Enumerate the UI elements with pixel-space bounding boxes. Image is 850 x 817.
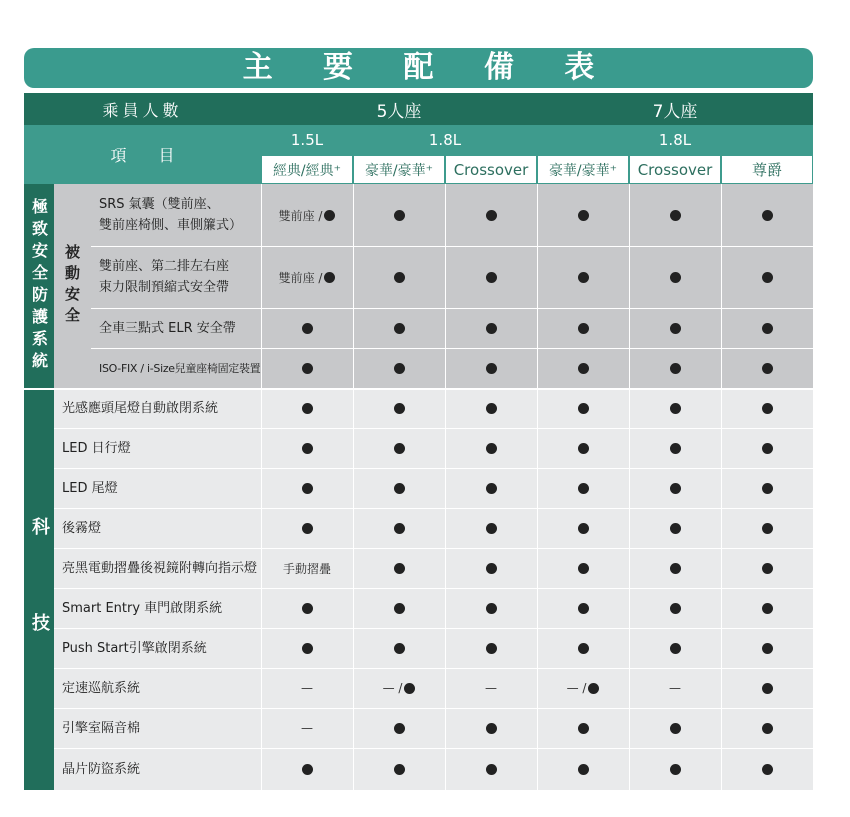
feature-value xyxy=(537,748,629,790)
included-dot xyxy=(324,210,335,221)
included-dot xyxy=(394,210,405,221)
included-dot xyxy=(486,272,497,283)
included-dot xyxy=(394,764,405,775)
feature-name: 後霧燈 xyxy=(62,520,102,536)
trim-header: 經典/經典⁺ xyxy=(261,155,353,184)
feature-name: LED 尾燈 xyxy=(62,480,118,496)
included-dot xyxy=(762,523,773,534)
feature-name: ISO-FIX / i-Size兒童座椅固定裝置 xyxy=(99,361,261,375)
feature-value xyxy=(353,508,445,548)
included-dot xyxy=(578,363,589,374)
included-dot xyxy=(578,603,589,614)
feature-value xyxy=(261,184,353,246)
feature-value xyxy=(537,588,629,628)
trim-header: 尊爵 xyxy=(721,155,813,184)
feature-value xyxy=(445,748,537,790)
column-divider xyxy=(537,184,538,790)
seats-5-header: 5人座 xyxy=(261,93,537,125)
feature-value xyxy=(629,548,721,588)
feature-value xyxy=(537,548,629,588)
included-dot xyxy=(486,603,497,614)
row-divider xyxy=(54,428,813,429)
included-dot xyxy=(394,563,405,574)
column-divider xyxy=(353,184,354,790)
included-dot xyxy=(302,323,313,334)
feature-value xyxy=(629,708,721,748)
feature-value xyxy=(261,468,353,508)
included-dot xyxy=(578,272,589,283)
feature-name: 雙前座、第二排左右座 束力限制預縮式安全帶 xyxy=(99,259,230,295)
included-dot xyxy=(762,483,773,494)
included-dot xyxy=(302,483,313,494)
included-dot xyxy=(486,403,497,414)
feature-value xyxy=(629,468,721,508)
included-dot xyxy=(302,523,313,534)
value-text: 手動摺疊 xyxy=(282,561,331,576)
row-divider xyxy=(54,588,813,589)
feature-value xyxy=(721,246,813,308)
included-dot xyxy=(762,764,773,775)
included-dot xyxy=(670,563,681,574)
included-dot xyxy=(762,323,773,334)
included-dot xyxy=(670,210,681,221)
included-dot xyxy=(670,764,681,775)
included-dot xyxy=(578,483,589,494)
feature-value xyxy=(721,508,813,548)
included-dot xyxy=(394,403,405,414)
row-divider xyxy=(54,628,813,629)
feature-value xyxy=(261,388,353,428)
included-dot xyxy=(670,723,681,734)
feature-value xyxy=(353,708,445,748)
feature-value xyxy=(445,348,537,388)
feature-value xyxy=(537,388,629,428)
feature-value xyxy=(721,468,813,508)
trim-header: Crossover xyxy=(629,155,721,184)
feature-value xyxy=(445,428,537,468)
feature-value xyxy=(445,628,537,668)
feature-value xyxy=(261,628,353,668)
included-dot xyxy=(762,603,773,614)
included-dot xyxy=(578,643,589,654)
feature-value xyxy=(445,184,537,246)
included-dot xyxy=(578,210,589,221)
feature-value xyxy=(629,668,721,708)
included-dot xyxy=(302,643,313,654)
feature-value xyxy=(629,588,721,628)
feature-value xyxy=(261,348,353,388)
feature-value xyxy=(261,548,353,588)
feature-value xyxy=(353,468,445,508)
feature-value xyxy=(353,308,445,348)
row-divider xyxy=(54,468,813,469)
passengers-label: 乘員人數 xyxy=(24,93,261,125)
feature-value xyxy=(445,468,537,508)
feature-value xyxy=(445,548,537,588)
feature-value xyxy=(445,508,537,548)
engine-15-header: 1.5L xyxy=(261,125,353,155)
trim-header: Crossover xyxy=(445,155,537,184)
feature-value xyxy=(445,246,537,308)
feature-value xyxy=(537,668,629,708)
included-dot xyxy=(670,643,681,654)
included-dot xyxy=(486,363,497,374)
column-divider xyxy=(721,184,722,790)
value-text: — xyxy=(301,721,313,735)
feature-value xyxy=(629,748,721,790)
included-dot xyxy=(762,683,773,694)
feature-value xyxy=(721,668,813,708)
seats-7-header: 7人座 xyxy=(537,93,813,125)
included-dot xyxy=(762,723,773,734)
included-dot xyxy=(486,323,497,334)
feature-value xyxy=(261,588,353,628)
included-dot xyxy=(578,323,589,334)
engine-18-5seat-header: 1.8L xyxy=(353,125,537,155)
feature-value xyxy=(353,628,445,668)
feature-value xyxy=(353,428,445,468)
feature-value xyxy=(721,628,813,668)
feature-value xyxy=(353,588,445,628)
included-dot xyxy=(486,483,497,494)
equipment-table xyxy=(24,93,813,790)
included-dot xyxy=(578,563,589,574)
feature-value xyxy=(721,388,813,428)
feature-value xyxy=(353,184,445,246)
feature-value xyxy=(721,184,813,246)
row-divider xyxy=(54,748,813,749)
passive-safety-label: 被動安全 xyxy=(54,184,91,388)
title-bar xyxy=(24,48,813,88)
feature-value xyxy=(261,428,353,468)
included-dot xyxy=(578,764,589,775)
feature-value xyxy=(353,246,445,308)
included-dot xyxy=(394,363,405,374)
included-dot xyxy=(670,363,681,374)
value-prefix: — / xyxy=(566,681,587,695)
value-prefix: 雙前座 / xyxy=(278,270,323,285)
included-dot xyxy=(762,403,773,414)
value-text: — xyxy=(669,681,681,695)
feature-name: 晶片防盜系統 xyxy=(62,761,141,777)
included-dot xyxy=(762,272,773,283)
feature-value xyxy=(629,184,721,246)
feature-value xyxy=(537,428,629,468)
feature-value xyxy=(353,548,445,588)
value-text: — xyxy=(485,681,497,695)
included-dot xyxy=(404,683,415,694)
included-dot xyxy=(486,563,497,574)
included-dot xyxy=(670,523,681,534)
feature-value xyxy=(261,246,353,308)
feature-value xyxy=(629,428,721,468)
feature-name: SRS 氣囊（雙前座、 雙前座椅側、車側簾式） xyxy=(99,197,243,233)
safety-group-label: 極致安全防護系統 xyxy=(24,184,54,388)
column-divider xyxy=(261,184,262,790)
value-prefix: — / xyxy=(382,681,403,695)
feature-name: Smart Entry 車門啟閉系統 xyxy=(62,600,223,616)
row-divider xyxy=(54,548,813,549)
feature-value xyxy=(721,308,813,348)
included-dot xyxy=(486,443,497,454)
feature-name: 光感應頭尾燈自動啟閉系統 xyxy=(62,400,219,416)
included-dot xyxy=(394,323,405,334)
row-divider xyxy=(91,348,813,349)
feature-value xyxy=(445,588,537,628)
included-dot xyxy=(394,643,405,654)
included-dot xyxy=(762,210,773,221)
feature-value xyxy=(445,388,537,428)
included-dot xyxy=(302,363,313,374)
feature-value xyxy=(629,308,721,348)
included-dot xyxy=(762,563,773,574)
row-divider xyxy=(54,708,813,709)
feature-name: 亮黑電動摺疊後視鏡附轉向指示燈 xyxy=(62,560,258,576)
feature-value xyxy=(261,308,353,348)
feature-value xyxy=(721,428,813,468)
feature-value xyxy=(261,508,353,548)
included-dot xyxy=(486,723,497,734)
feature-name: 引擎室隔音棉 xyxy=(62,720,141,736)
feature-value xyxy=(537,468,629,508)
feature-value xyxy=(721,348,813,388)
included-dot xyxy=(394,483,405,494)
included-dot xyxy=(578,403,589,414)
trim-header: 豪華/豪華⁺ xyxy=(353,155,445,184)
feature-value xyxy=(721,548,813,588)
included-dot xyxy=(394,443,405,454)
feature-value xyxy=(537,508,629,548)
feature-value xyxy=(629,348,721,388)
trim-header: 豪華/豪華⁺ xyxy=(537,155,629,184)
included-dot xyxy=(578,723,589,734)
included-dot xyxy=(762,443,773,454)
included-dot xyxy=(486,764,497,775)
feature-value xyxy=(445,668,537,708)
feature-value xyxy=(721,748,813,790)
feature-value xyxy=(537,628,629,668)
included-dot xyxy=(578,523,589,534)
included-dot xyxy=(762,363,773,374)
included-dot xyxy=(486,210,497,221)
feature-name: Push Start引擎啟閉系統 xyxy=(62,640,207,656)
included-dot xyxy=(394,723,405,734)
included-dot xyxy=(588,683,599,694)
included-dot xyxy=(670,603,681,614)
included-dot xyxy=(486,643,497,654)
included-dot xyxy=(302,403,313,414)
column-divider xyxy=(629,184,630,790)
row-divider xyxy=(54,668,813,669)
page-title: 主 要 配 備 表 xyxy=(242,50,615,85)
included-dot xyxy=(486,523,497,534)
value-text: — xyxy=(301,681,313,695)
column-divider xyxy=(445,184,446,790)
feature-value xyxy=(721,708,813,748)
feature-value xyxy=(353,668,445,708)
row-divider xyxy=(91,308,813,309)
engine-18-7seat-header: 1.8L xyxy=(537,125,813,155)
feature-value xyxy=(537,348,629,388)
included-dot xyxy=(670,272,681,283)
included-dot xyxy=(324,272,335,283)
feature-value xyxy=(629,246,721,308)
included-dot xyxy=(670,403,681,414)
included-dot xyxy=(394,272,405,283)
included-dot xyxy=(578,443,589,454)
feature-value xyxy=(261,708,353,748)
feature-value xyxy=(353,388,445,428)
feature-value xyxy=(537,308,629,348)
included-dot xyxy=(670,323,681,334)
feature-value xyxy=(537,246,629,308)
group-divider xyxy=(24,388,813,390)
value-prefix: 雙前座 / xyxy=(278,208,323,223)
tech-group-label: 科 技 xyxy=(24,388,54,790)
row-divider xyxy=(54,508,813,509)
included-dot xyxy=(670,443,681,454)
included-dot xyxy=(302,443,313,454)
feature-value xyxy=(261,668,353,708)
included-dot xyxy=(762,643,773,654)
feature-value xyxy=(629,388,721,428)
feature-name: 全車三點式 ELR 安全帶 xyxy=(99,320,236,336)
included-dot xyxy=(302,603,313,614)
feature-name: LED 日行燈 xyxy=(62,440,131,456)
feature-value xyxy=(445,308,537,348)
included-dot xyxy=(394,603,405,614)
included-dot xyxy=(670,483,681,494)
feature-value xyxy=(445,708,537,748)
included-dot xyxy=(394,523,405,534)
feature-value xyxy=(629,628,721,668)
feature-value xyxy=(537,708,629,748)
feature-value xyxy=(353,348,445,388)
feature-value xyxy=(629,508,721,548)
items-label: 項 目 xyxy=(24,125,261,184)
row-divider xyxy=(91,246,813,247)
feature-value xyxy=(537,184,629,246)
included-dot xyxy=(302,764,313,775)
feature-value xyxy=(353,748,445,790)
feature-value xyxy=(721,588,813,628)
feature-value xyxy=(261,748,353,790)
feature-name: 定速巡航系統 xyxy=(62,680,141,696)
